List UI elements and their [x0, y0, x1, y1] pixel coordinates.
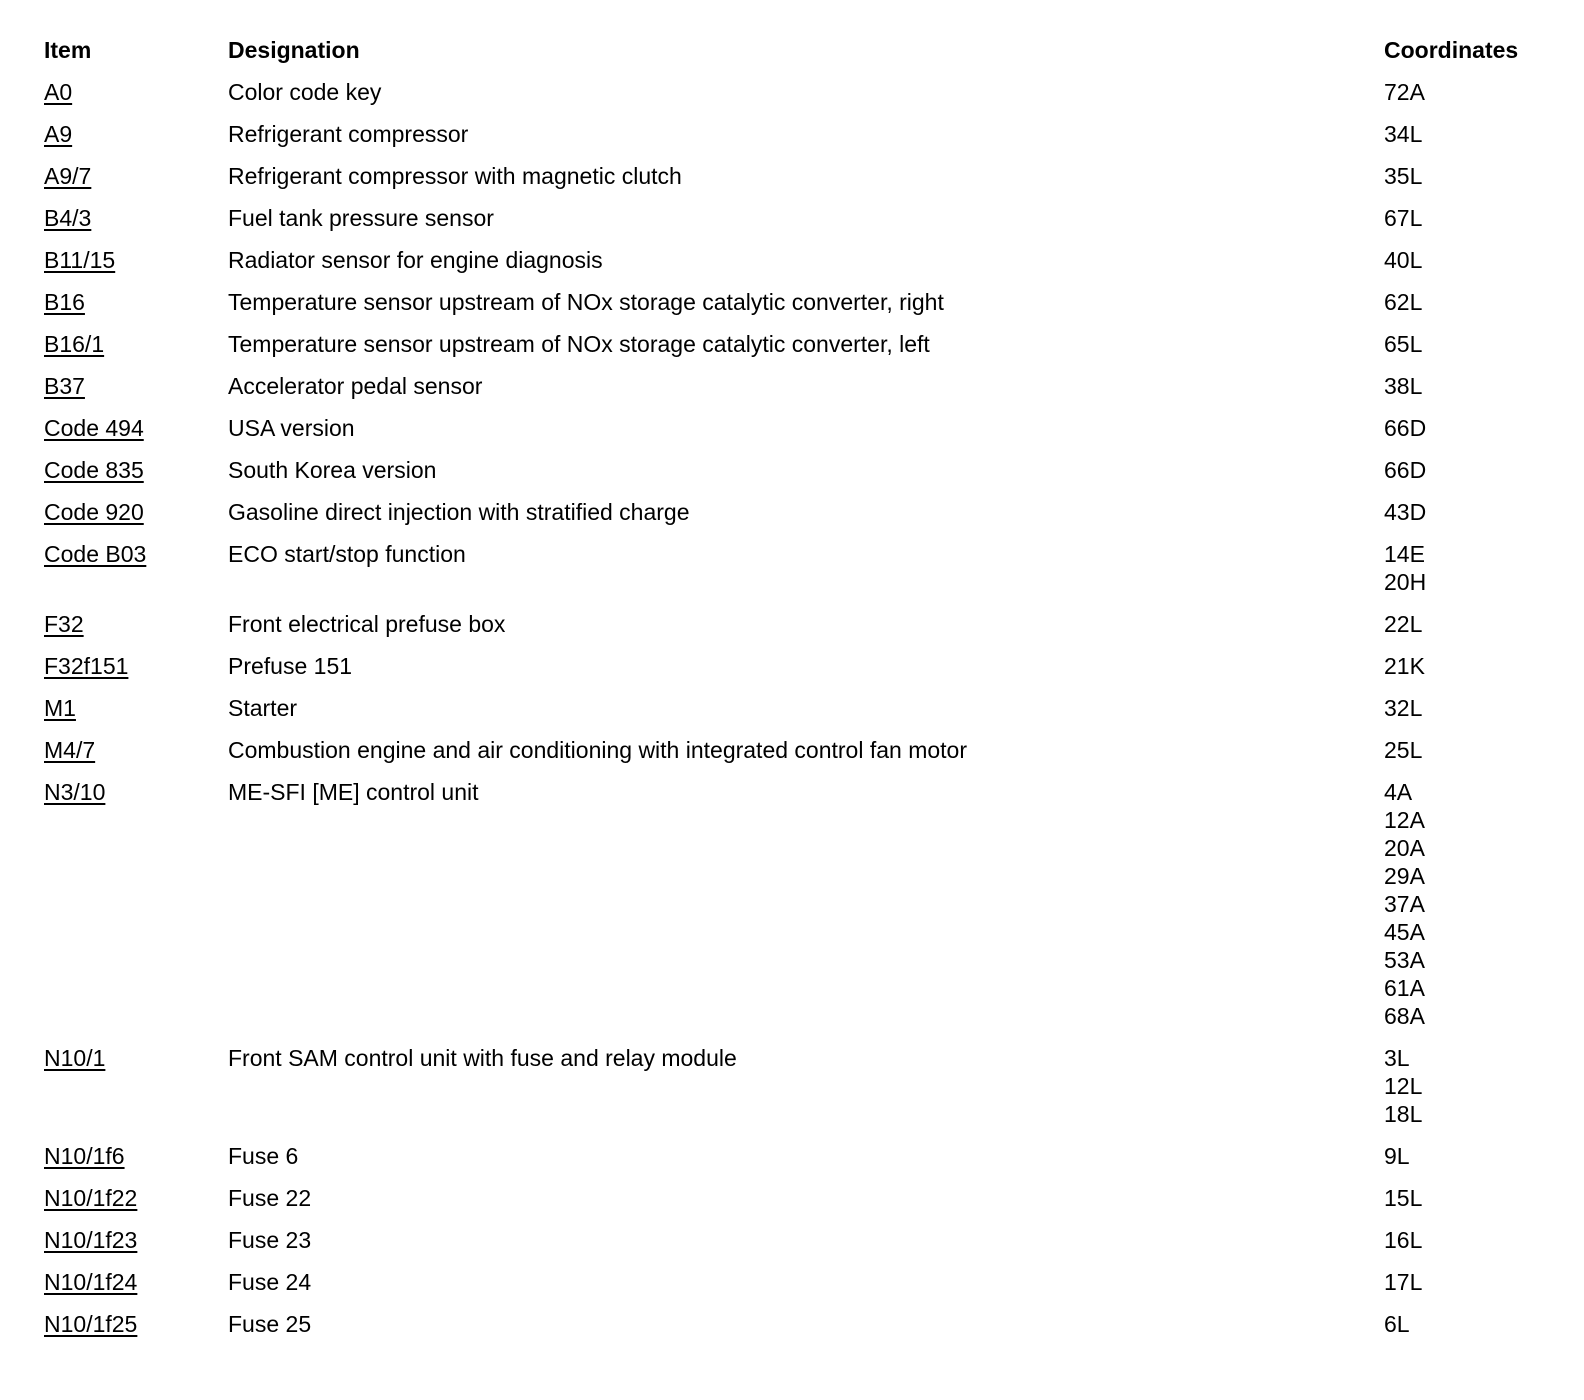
coordinate-value: 3L — [1384, 1045, 1410, 1071]
item-cell — [0, 1184, 228, 1212]
legend-row — [0, 372, 1584, 414]
coordinates-cell — [1384, 162, 1584, 190]
coordinates-cell — [1384, 246, 1584, 274]
item-cell — [0, 288, 228, 316]
coordinate-value: 12A — [1384, 807, 1425, 833]
item-cell — [0, 1310, 228, 1338]
legend-row — [0, 288, 1584, 330]
coordinate-value: 43D — [1384, 499, 1427, 525]
designation-cell: Accelerator pedal sensor — [228, 373, 483, 399]
coordinate-value: 9L — [1384, 1143, 1410, 1169]
item-link[interactable]: N10/1f23 — [44, 1227, 138, 1253]
coordinates-cell — [1384, 288, 1584, 316]
coordinate-value: 37A — [1384, 891, 1425, 917]
designation-cell: Temperature sensor upstream of NOx storage catalytic converter, right — [228, 289, 944, 315]
item-cell — [0, 246, 228, 274]
item-cell — [0, 120, 228, 148]
coordinate-value: 15L — [1384, 1185, 1423, 1211]
coordinates-cell — [1384, 610, 1584, 638]
coordinate-value: 12L — [1384, 1073, 1423, 1099]
coordinate-value: 66D — [1384, 457, 1427, 483]
item-cell — [0, 498, 228, 526]
legend-row — [0, 78, 1584, 120]
item-link[interactable]: Code 835 — [44, 457, 144, 483]
legend-row — [0, 652, 1584, 694]
legend-row — [0, 736, 1584, 778]
designation-cell: Starter — [228, 695, 298, 721]
designation-cell: Temperature sensor upstream of NOx storage catalytic converter, left — [228, 331, 930, 357]
designation-cell: Fuse 6 — [228, 1143, 299, 1169]
designation-cell: Color code key — [228, 79, 382, 105]
coordinate-value: 21K — [1384, 653, 1425, 679]
item-link[interactable]: B37 — [44, 373, 85, 399]
designation-cell: South Korea version — [228, 457, 437, 483]
legend-row — [0, 456, 1584, 498]
header-coordinates: Coordinates — [1384, 37, 1519, 63]
legend-row — [0, 778, 1584, 1044]
item-cell — [0, 1044, 228, 1072]
coordinate-value: 53A — [1384, 947, 1425, 973]
item-cell — [0, 330, 228, 358]
coordinates-cell — [1384, 1310, 1584, 1338]
coordinate-value: 20A — [1384, 835, 1425, 861]
legend-rows — [0, 78, 1584, 1352]
item-cell — [0, 78, 228, 106]
coordinate-value: 17L — [1384, 1269, 1423, 1295]
header-designation: Designation — [228, 37, 360, 63]
designation-cell: Refrigerant compressor with magnetic clutch — [228, 163, 682, 189]
coordinates-cell — [1384, 498, 1584, 526]
item-cell — [0, 1226, 228, 1254]
designation-cell: Front electrical prefuse box — [228, 611, 506, 637]
designation-cell: Fuse 23 — [228, 1227, 312, 1253]
coordinates-cell — [1384, 372, 1584, 400]
designation-cell: Combustion engine and air conditioning with integrated control fan motor — [228, 737, 967, 763]
item-cell — [0, 204, 228, 232]
item-link[interactable]: F32f151 — [44, 653, 129, 679]
item-link[interactable]: N10/1f6 — [44, 1143, 125, 1169]
coordinate-value: 45A — [1384, 919, 1425, 945]
designation-cell: ECO start/stop function — [228, 541, 466, 567]
coordinate-value: 62L — [1384, 289, 1423, 315]
designation-cell: Gasoline direct injection with stratified charge — [228, 499, 690, 525]
coordinate-value: 32L — [1384, 695, 1423, 721]
coordinate-value: 22L — [1384, 611, 1423, 637]
legend-row — [0, 610, 1584, 652]
coordinate-value: 40L — [1384, 247, 1423, 273]
item-link[interactable]: N10/1 — [44, 1045, 106, 1071]
legend-header-row — [0, 36, 1584, 78]
designation-cell: Fuse 25 — [228, 1311, 312, 1337]
designation-cell: Fuse 24 — [228, 1269, 312, 1295]
legend-row — [0, 1310, 1584, 1352]
legend-row — [0, 694, 1584, 736]
legend-row — [0, 498, 1584, 540]
item-link[interactable]: M1 — [44, 695, 76, 721]
legend-row — [0, 1142, 1584, 1184]
coordinates-cell — [1384, 778, 1584, 1030]
legend-row — [0, 1044, 1584, 1142]
item-link[interactable]: Code B03 — [44, 541, 147, 567]
item-link[interactable]: M4/7 — [44, 737, 96, 763]
coordinate-value: 65L — [1384, 331, 1423, 357]
designation-cell: ME-SFI [ME] control unit — [228, 779, 479, 805]
coordinate-value: 20H — [1384, 569, 1427, 595]
coordinate-value: 16L — [1384, 1227, 1423, 1253]
coordinates-cell — [1384, 456, 1584, 484]
item-cell — [0, 162, 228, 190]
item-link[interactable]: A0 — [44, 79, 73, 105]
coordinate-value: 35L — [1384, 163, 1423, 189]
item-link[interactable]: A9 — [44, 121, 73, 147]
coordinate-value: 29A — [1384, 863, 1425, 889]
coordinates-cell — [1384, 694, 1584, 722]
coordinate-value: 25L — [1384, 737, 1423, 763]
coordinate-value: 14E — [1384, 541, 1425, 567]
coordinate-value: 61A — [1384, 975, 1425, 1001]
designation-cell: Front SAM control unit with fuse and relay module — [228, 1045, 737, 1071]
coordinate-value: 6L — [1384, 1311, 1410, 1337]
item-cell — [0, 1268, 228, 1296]
coordinates-cell — [1384, 652, 1584, 680]
item-cell — [0, 694, 228, 722]
coordinates-cell — [1384, 414, 1584, 442]
item-link[interactable]: Code 494 — [44, 415, 144, 441]
item-cell — [0, 1142, 228, 1170]
designation-cell: Fuel tank pressure sensor — [228, 205, 494, 231]
legend-row — [0, 162, 1584, 204]
header-item: Item — [44, 37, 92, 63]
coordinates-cell — [1384, 1226, 1584, 1254]
coordinates-cell — [1384, 204, 1584, 232]
item-link[interactable]: N10/1f22 — [44, 1185, 138, 1211]
legend-row — [0, 120, 1584, 162]
legend-row — [0, 1184, 1584, 1226]
coordinates-cell — [1384, 540, 1584, 596]
coordinates-cell — [1384, 330, 1584, 358]
item-link[interactable]: N3/10 — [44, 779, 106, 805]
designation-cell: Prefuse 151 — [228, 653, 353, 679]
item-cell — [0, 540, 228, 568]
designation-cell: Radiator sensor for engine diagnosis — [228, 247, 603, 273]
item-cell — [0, 610, 228, 638]
legend-row — [0, 204, 1584, 246]
item-link[interactable]: A9/7 — [44, 163, 92, 189]
legend-row — [0, 1268, 1584, 1310]
item-link[interactable]: Code 920 — [44, 499, 144, 525]
coordinate-value: 72A — [1384, 79, 1425, 105]
item-cell — [0, 736, 228, 764]
coordinate-value: 18L — [1384, 1101, 1423, 1127]
legend-row — [0, 414, 1584, 456]
coordinates-cell — [1384, 736, 1584, 764]
legend-row — [0, 540, 1584, 610]
designation-cell: Fuse 22 — [228, 1185, 312, 1211]
coordinates-cell — [1384, 1044, 1584, 1128]
item-cell — [0, 652, 228, 680]
item-link[interactable]: F32 — [44, 611, 84, 637]
designation-cell: Refrigerant compressor — [228, 121, 469, 147]
coordinate-value: 34L — [1384, 121, 1423, 147]
coordinates-cell — [1384, 120, 1584, 148]
coordinate-value: 4A — [1384, 779, 1413, 805]
coordinate-value: 68A — [1384, 1003, 1425, 1029]
item-cell — [0, 778, 228, 806]
coordinate-value: 67L — [1384, 205, 1423, 231]
coordinates-cell — [1384, 1142, 1584, 1170]
item-link[interactable]: B11/15 — [44, 247, 116, 273]
item-cell — [0, 414, 228, 442]
item-link[interactable]: B16 — [44, 289, 85, 315]
legend-row — [0, 1226, 1584, 1268]
item-link[interactable]: N10/1f24 — [44, 1269, 138, 1295]
legend-row — [0, 330, 1584, 372]
coordinate-value: 66D — [1384, 415, 1427, 441]
item-link[interactable]: B4/3 — [44, 205, 92, 231]
item-cell — [0, 456, 228, 484]
coordinates-cell — [1384, 78, 1584, 106]
coordinates-cell — [1384, 1268, 1584, 1296]
coordinates-cell — [1384, 1184, 1584, 1212]
designation-cell: USA version — [228, 415, 355, 441]
coordinate-value: 38L — [1384, 373, 1423, 399]
item-cell — [0, 372, 228, 400]
item-link[interactable]: B16/1 — [44, 331, 105, 357]
item-link[interactable]: N10/1f25 — [44, 1311, 138, 1337]
legend-row — [0, 246, 1584, 288]
